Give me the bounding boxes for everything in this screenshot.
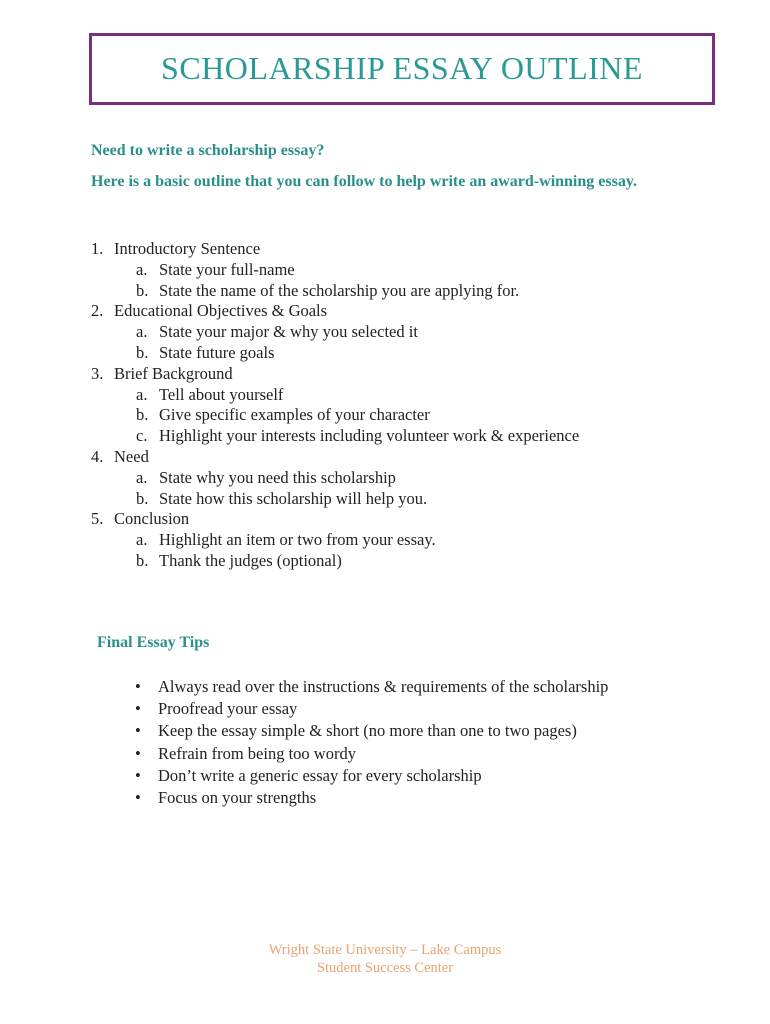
bullet-icon: • <box>135 787 141 807</box>
tip-text: Don’t write a generic essay for every scholarship <box>158 765 482 785</box>
outline-subitem-letter: b. <box>136 405 149 425</box>
outline-subitem-letter: a. <box>136 467 148 487</box>
outline-item-number: 1. <box>91 239 104 258</box>
outline-subitem-text: Thank the judges (optional) <box>159 550 342 570</box>
outline-item-label: Need <box>114 446 149 466</box>
bullet-icon: • <box>135 677 141 696</box>
outline-subitem-letter: b. <box>136 280 149 300</box>
outline-subitem-letter: a. <box>136 384 148 404</box>
outline-subitem-text: State how this scholarship will help you. <box>159 488 428 508</box>
bullet-icon: • <box>135 699 141 719</box>
intro-question: Need to write a scholarship essay? <box>91 142 325 159</box>
tip-text: Always read over the instructions & requirements of the scholarship <box>158 677 609 696</box>
intro-statement: Here is a basic outline that you can follow to help write an award-winning essay. <box>91 173 637 190</box>
outline-subitem-letter: a. <box>136 530 148 550</box>
tips-heading: Final Essay Tips <box>97 634 210 651</box>
outline-subitem-letter: a. <box>136 259 148 279</box>
outline-item-label: Educational Objectives & Goals <box>114 301 328 321</box>
outline-subitem-letter: b. <box>136 488 149 508</box>
bullet-icon: • <box>135 765 141 785</box>
footer-center: Student Success Center <box>316 960 454 976</box>
outline-item-number: 5. <box>91 509 104 529</box>
tip-text: Keep the essay simple & short (no more than one to two pages) <box>158 721 577 741</box>
bullet-icon: • <box>135 721 141 741</box>
outline-subitem-letter: b. <box>136 550 149 570</box>
tip-text: Focus on your strengths <box>158 787 317 807</box>
outline-subitem-text: Give specific examples of your character <box>159 405 430 425</box>
outline-subitem-text: State the name of the scholarship you are applying for. <box>159 280 520 300</box>
page-title: SCHOLARSHIP ESSAY OUTLINE <box>161 50 643 86</box>
outline-subitem-text: State why you need this scholarship <box>159 467 396 487</box>
footer-university: Wright State University – Lake Campus <box>268 942 502 958</box>
outline-subitem-letter: b. <box>136 342 149 362</box>
outline-subitem-text: Highlight an item or two from your essay. <box>159 530 436 550</box>
outline-item-number: 2. <box>91 301 104 321</box>
outline-item-number: 3. <box>91 363 104 383</box>
outline-subitem-letter: a. <box>136 322 148 342</box>
outline-item-label: Introductory Sentence <box>114 239 261 258</box>
bullet-icon: • <box>135 743 141 763</box>
outline-item-label: Brief Background <box>114 363 233 383</box>
title-box <box>89 33 715 105</box>
outline-subitem-text: Highlight your interests including volunteer work & experience <box>159 426 580 446</box>
outline-subitem-text: Tell about yourself <box>159 384 284 404</box>
outline-subitem-letter: c. <box>136 426 148 446</box>
outline-subitem-text: State your full-name <box>159 259 295 279</box>
outline-item-label: Conclusion <box>114 509 190 529</box>
outline-subitem-text: State your major & why you selected it <box>159 322 418 342</box>
tip-text: Refrain from being too wordy <box>158 743 356 763</box>
outline-subitem-text: State future goals <box>159 342 275 362</box>
outline-item-number: 4. <box>91 446 104 466</box>
tip-text: Proofread your essay <box>158 699 298 719</box>
